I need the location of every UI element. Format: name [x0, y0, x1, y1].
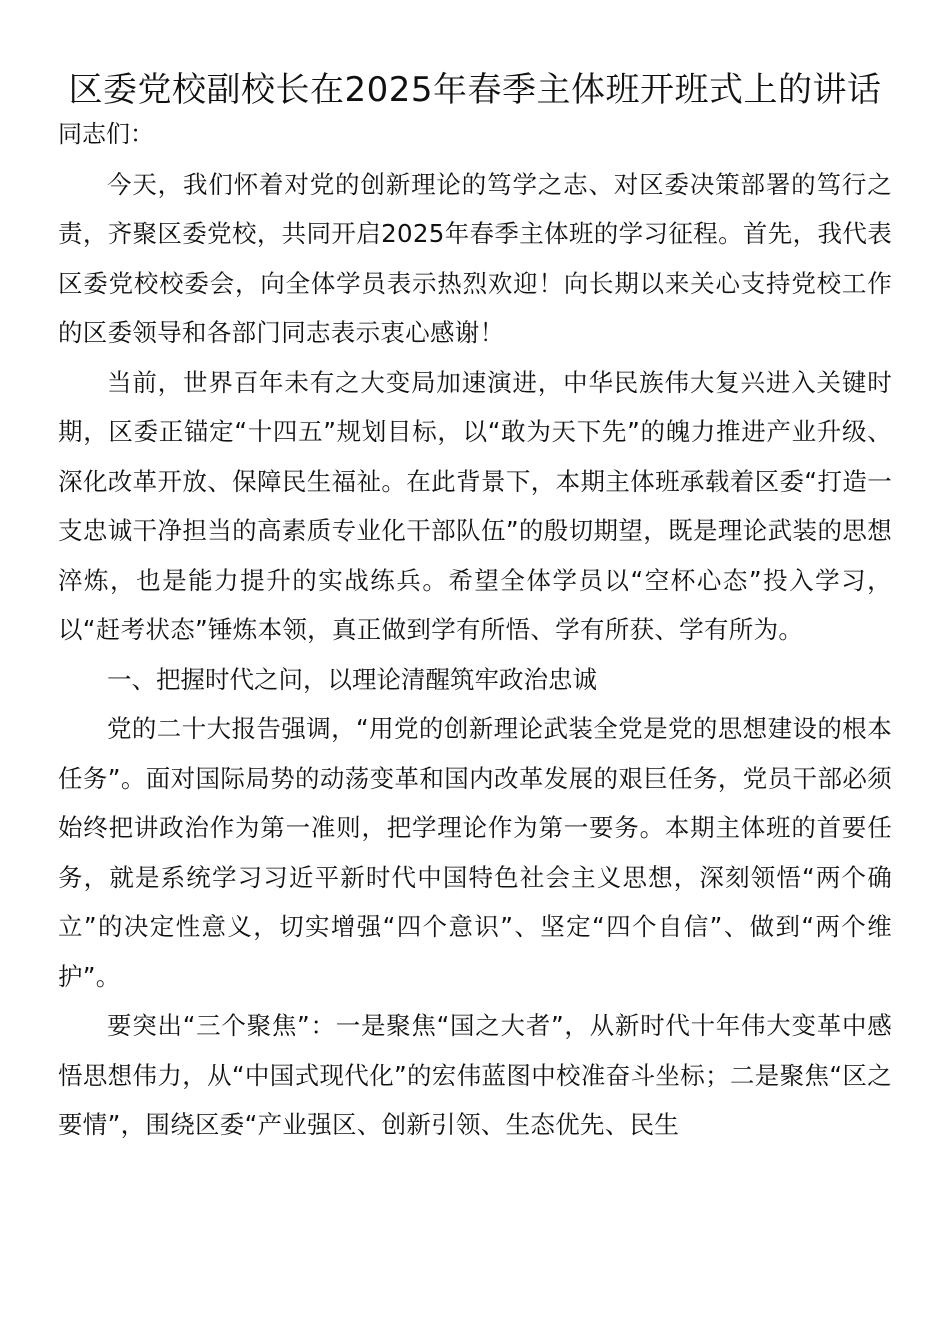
- document-title: 区委党校副校长在2025年春季主体班开班式上的讲话: [68, 70, 882, 110]
- paragraph-section1-theory: 党的二十大报告强调，“用党的创新理论武装全党是党的思想建设的根本任务”。面对国际局势的动荡变革和国内改革发展的艰巨任务，党员干部必须始终把讲政治作为第一准则，把学理论作为第一要务。本期主体班的首要任务，就是系统学习习近平新时代中国特色社会主义思想，深刻领悟“两个确立”的决定性意义，切实增强“四个意识”、坚定“四个自信”、做到“两个维护”。: [58, 714, 892, 991]
- paragraph-section1-focus: 要突出“三个聚焦”：一是聚焦“国之大者”，从新时代十年伟大变革中感悟思想伟力，从“中国式现代化”的宏伟蓝图中校准奋斗坐标；二是聚焦“区之要情”，围绕区委“产业强区、创新引领、生态优先、民生: [58, 1011, 892, 1139]
- paragraph-opening: 今天，我们怀着对党的创新理论的笃学之志、对区委决策部署的笃行之责，齐聚区委党校，共同开启2025年春季主体班的学习征程。首先，我代表区委党校校委会，向全体学员表示热烈欢迎！向长期以来关心支持党校工作的区委领导和各部门同志表示衷心感谢！: [58, 169, 892, 347]
- section-heading-1: 一、把握时代之问，以理论清醒筑牢政治忠诚: [107, 664, 597, 694]
- salutation: 同志们：: [58, 120, 154, 148]
- paragraph-background: 当前，世界百年未有之大变局加速演进，中华民族伟大复兴进入关键时期，区委正锚定“十四五”规划目标，以“敢为天下先”的魄力推进产业升级、深化改革开放、保障民生福祉。在此背景下，本期主体班承载着区委“打造一支忠诚干净担当的高素质专业化干部队伍”的殷切期望，既是理论武装的思想淬炼，也是能力提升的实战练兵。希望全体学员以“空杯心态”投入学习，以“赶考状态”锤炼本领，真正做到学有所悟、学有所获、学有所为。: [58, 367, 892, 644]
- document-page: [58, 66, 892, 1150]
